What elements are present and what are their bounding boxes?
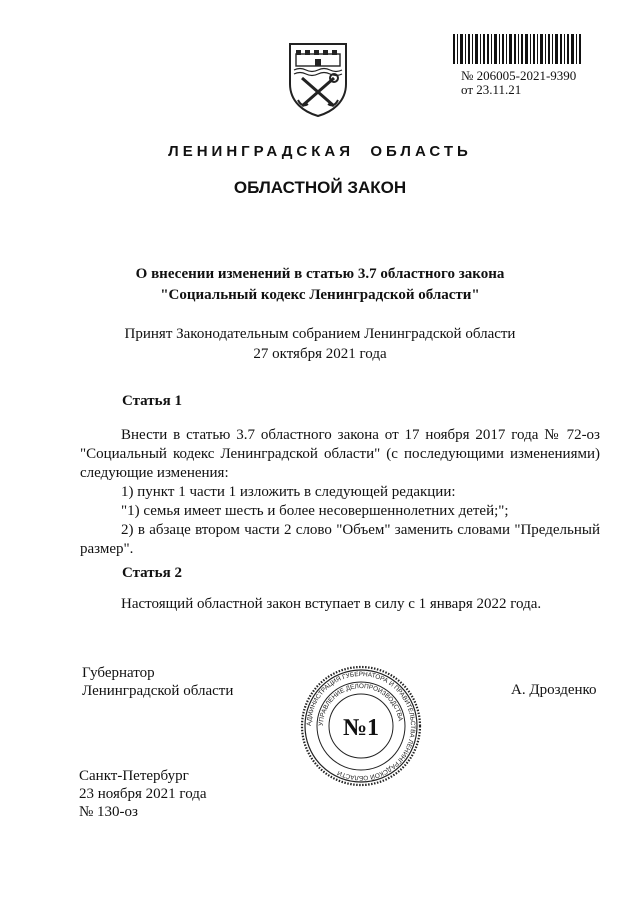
coat-of-arms-emblem [286,40,350,118]
article-1-item-2: 2) в абзаце втором части 2 слово "Объем" заменить словами "Предельный размер". [80,522,600,557]
signatory-name: А. Дрозденко [511,682,597,698]
article-1-item-1: 1) пункт 1 части 1 изложить в следующей редакции: [121,484,456,500]
seal-number: №1 [342,715,380,741]
law-number: № 130-оз [79,804,138,820]
adoption-note [60,324,580,364]
article-1-heading: Статья 1 [122,393,182,409]
law-title-line2: "Социальный кодекс Ленинградской области" [160,287,480,303]
article-2-text: Настоящий областной закон вступает в силу с 1 января 2022 года. [121,596,542,612]
adoption-line1: Принят Законодательным собранием Ленинградской области [124,326,516,342]
law-type-heading: ОБЛАСТНОЙ ЗАКОН [233,178,407,197]
law-title [60,264,580,306]
article-1-body [80,426,600,559]
barcode-graphic [453,34,583,64]
registration-barcode [453,34,583,64]
law-title-line1: О внесении изменений в статью 3.7 областного закона [135,266,505,282]
registration-number: № 206005-2021-9390 [461,68,577,83]
article-2-heading: Статья 2 [122,565,182,581]
issue-details [79,767,207,821]
issue-city: Санкт-Петербург [79,768,189,784]
article-2-body [80,595,600,614]
seal-inner-text: УПРАВЛЕНИЕ ДЕЛОПРОИЗВОДСТВА [317,682,404,727]
registration-date: от 23.11.21 [461,82,522,97]
official-seal [300,665,422,787]
signatory-title-line2: Ленинградской области [82,683,234,699]
article-1-intro: Внести в статью 3.7 областного закона от 17 ноября 2017 года № 72-оз "Социальный кодекс Ленинградской области" (с последующими изменениями) следующие изменения: [80,427,600,481]
region-name: ЛЕНИНГРАДСКАЯ ОБЛАСТЬ [168,143,472,160]
adoption-line2: 27 октября 2021 года [253,346,387,362]
signatory-title [82,664,233,700]
issue-date: 23 ноября 2021 года [79,786,207,802]
article-1-item-1-text: "1) семья имеет шесть и более несовершеннолетних детей;"; [121,503,509,519]
seal-ring-text: АДМИНИСТРАЦИЯ ГУБЕРНАТОРА И ПРАВИТЕЛЬСТВА ЛЕНИНГРАДСКОЙ ОБЛАСТИ [305,670,417,782]
signatory-title-line1: Губернатор [82,665,155,681]
